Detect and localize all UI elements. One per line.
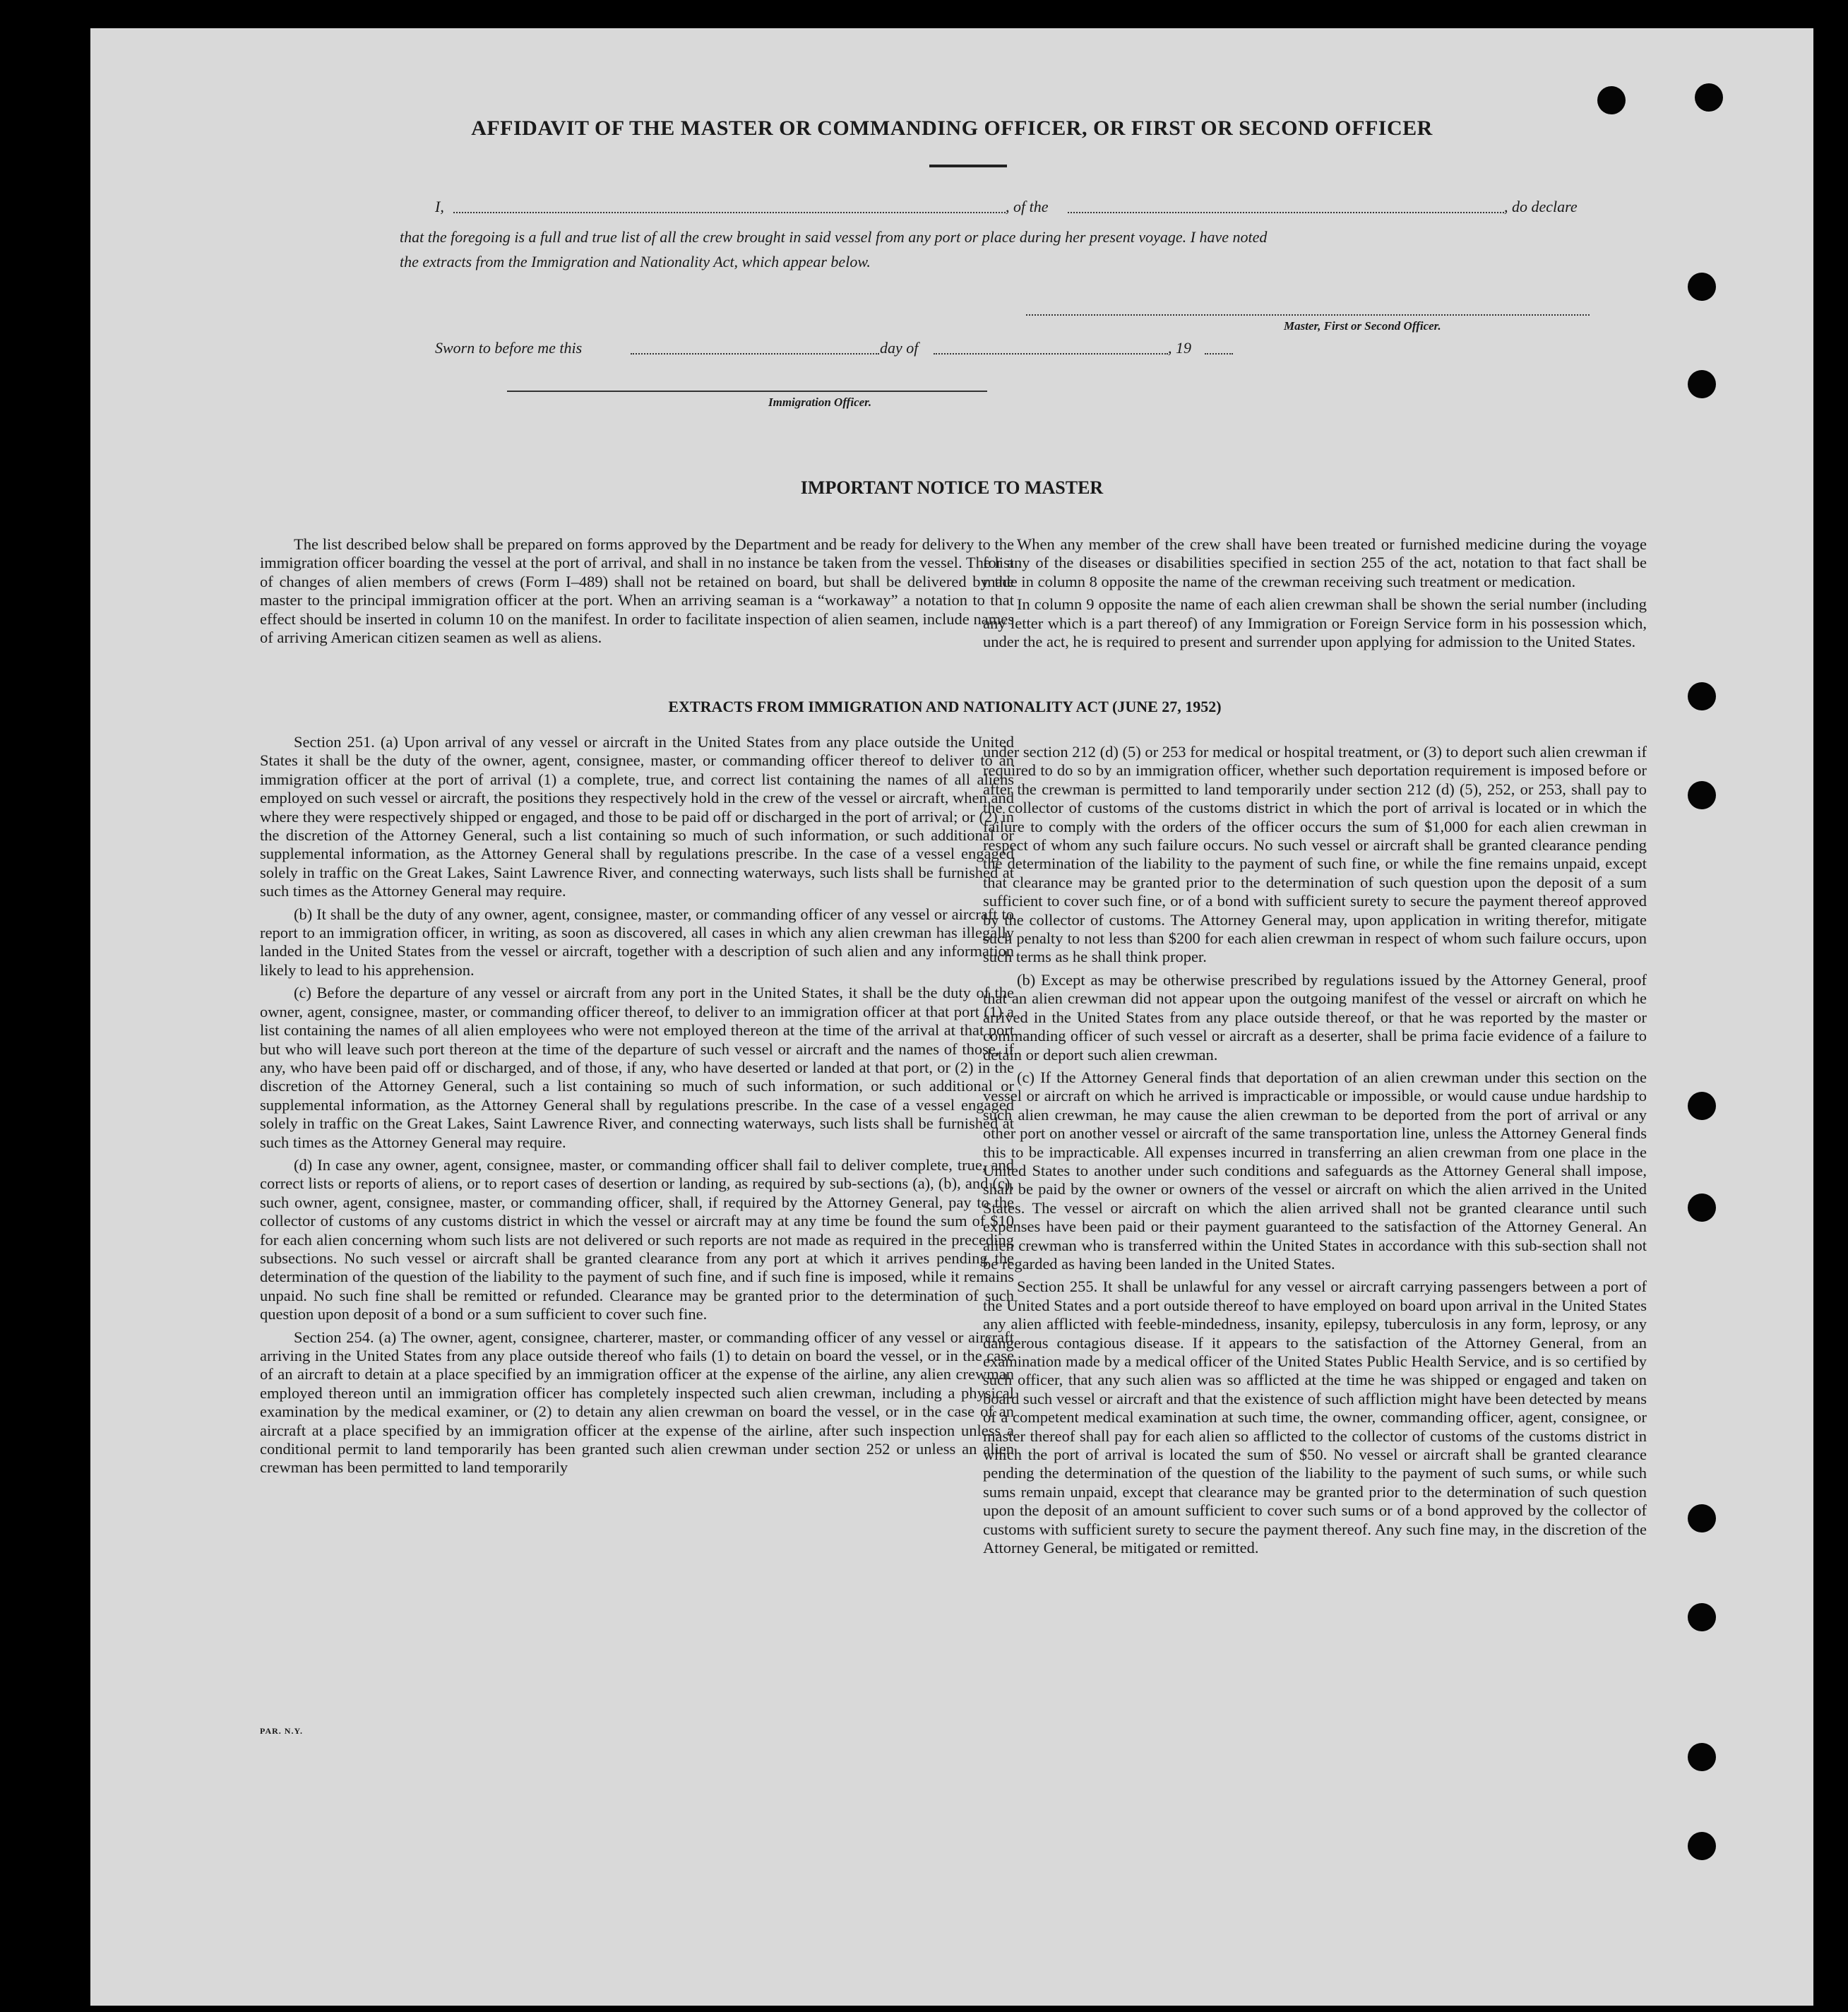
- affidavit-declare-label: , do declare: [1504, 198, 1578, 215]
- punch-hole: [1688, 781, 1716, 809]
- sworn-year-field[interactable]: [1205, 353, 1233, 355]
- sworn-month-field[interactable]: [934, 353, 1168, 355]
- punch-hole: [1688, 682, 1716, 710]
- master-signature-label: Master, First or Second Officer.: [1284, 319, 1441, 333]
- year-label: , 19: [1168, 339, 1191, 357]
- notice-paragraph: In column 9 opposite the name of each alien crewman shall be shown the serial number (including any letter which is a part thereof) of any Immigration or Foreign Service form in his possession which, under the act, he is required to present and surrender upon applying for admission to the United States.: [983, 595, 1647, 651]
- punch-hole: [1688, 1832, 1716, 1860]
- printer-imprint: PAR. N.Y.: [260, 1726, 304, 1736]
- crew-name-field[interactable]: [453, 212, 1006, 213]
- punch-hole: [1688, 1193, 1716, 1222]
- notice-paragraph: The list described below shall be prepared on forms approved by the Department and be ready for delivery to the immigration officer boarding the vessel at the port of arrival, and shall in no instance be taken from the vessel. The list of changes of alien members of crews (Form I–489) shall not be retained on board, but shall be delivered by the master to the principal immigration officer at the port. When an arriving seaman is a “workaway” a notation to that effect should be inserted in column 10 on the manifest. In order to facilitate inspection of alien seamen, include names of arriving American citizen seamen as well as aliens.: [260, 535, 1014, 647]
- title-rule: [929, 165, 1007, 167]
- section-251-b: (b) It shall be the duty of any owner, agent, consignee, master, or commanding officer of any vessel or aircraft to report to an immigration officer, in writing, as soon as discovered, all cases in which any alien crewman has illegally landed in the United States from the vessel or aircraft, together with a description of such alien and any information likely to lead to his apprehension.: [260, 905, 1014, 979]
- notice-paragraph: When any member of the crew shall have been treated or furnished medicine during the voyage for any of the diseases or disabilities specified in section 255 of the act, notation to that fact shall be made in column 8 opposite the name of the crewman receiving such treatment or medication.: [983, 535, 1647, 590]
- notice-right-column: [983, 535, 1647, 655]
- extracts-right-column: [983, 743, 1647, 1561]
- document-page: [90, 28, 1813, 2006]
- section-251-a: Section 251. (a) Upon arrival of any vessel or aircraft in the United States from any place outside the United States it shall be the duty of the owner, agent, consignee, master, or commanding officer thereof to deliver to an immigration officer at the port of arrival (1) a complete, true, and correct list containing the names of all aliens employed on such vessel or aircraft, the positions they respectively hold in the crew of the vessel or aircraft, when and where they were respectively shipped or engaged, and those to be paid off or discharged in the port of arrival; or (2) in the discretion of the Attorney General, such a list containing so much of such information, or such additional or supplemental information, as the Attorney General shall by regulations prescribe. In the case of a vessel engaged solely in traffic on the Great Lakes, Saint Lawrence River, and connecting waterways, such lists shall be furnished at such times as the Attorney General may require.: [260, 733, 1014, 900]
- affidavit-of-the-label: , of the: [1006, 198, 1049, 215]
- affidavit-title: AFFIDAVIT OF THE MASTER OR COMMANDING OFFICER, OR FIRST OR SECOND OFFICER: [471, 117, 1433, 140]
- sworn-label: Sworn to before me this: [435, 339, 583, 357]
- punch-hole: [1688, 1743, 1716, 1771]
- officer-signature-label: Immigration Officer.: [768, 395, 872, 409]
- officer-signature-line[interactable]: [507, 391, 987, 392]
- punch-hole: [1695, 83, 1723, 112]
- vessel-name-field[interactable]: [1068, 212, 1504, 213]
- punch-hole: [1688, 370, 1716, 398]
- master-signature-line[interactable]: [1026, 314, 1590, 316]
- section-251-d: (d) In case any owner, agent, consignee, master, or commanding officer shall fail to deliver complete, true, and correct lists or reports of aliens, or to report cases of desertion or landing, as required by sub-sections (a), (b), and (c), such owner, agent, consignee, master, or commanding officer, shall, if required by the Attorney General, pay to the collector of customs of any customs district in which the vessel or aircraft may at any time be found the sum of $10 for each alien concerning whom such lists are not delivered or such reports are not made as required in the preceding subsections. No such vessel or aircraft shall be granted clearance from any port at which it arrives pending the determination of the question of the liability to the payment of such fine, and if such fine is imposed, while it remains unpaid. No such fine shall be remitted or refunded. Clearance may be granted prior to the determination of such question upon deposit of a bond or a sum sufficient to cover such fine.: [260, 1155, 1014, 1323]
- section-254-b: (b) Except as may be otherwise prescribed by regulations issued by the Attorney General, proof that an alien crewman did not appear upon the outgoing manifest of the vessel or aircraft on which he arrived in the United States from any place outside thereof, or that he was reported by the master or commanding officer of such vessel or aircraft as a deserter, shall be prima facie evidence of a failure to detain or deport such alien crewman.: [983, 970, 1647, 1064]
- notice-left-column: [260, 535, 1014, 651]
- notice-title: IMPORTANT NOTICE TO MASTER: [800, 477, 1104, 498]
- sworn-day-field[interactable]: [631, 353, 879, 355]
- extracts-left-column: [260, 733, 1014, 1482]
- section-255: Section 255. It shall be unlawful for any vessel or aircraft carrying passengers between a port of the United States and a port outside thereof to have employed on board upon arrival in the United States any alien afflicted with feeble-mindedness, insanity, epilepsy, tuberculosis in any form, leprosy, or any dangerous contagious disease. If it appears to the satisfaction of the Attorney General, from an examination made by a medical officer of the United States Public Health Service, and is so certified by such officer, that any such alien was so afflicted at the time he was shipped or engaged and taken on board such vessel or aircraft and that the existence of such affliction might have been detected by means of a competent medical examination at such time, the owner, commanding officer, agent, consignee, or master thereof shall pay for each alien so afflicted to the collector of customs of the customs district in which the port of arrival is located the sum of $50. No vessel or aircraft shall be granted clearance pending the determination of the question of the liability to the payment of such sums, or while such sums remain unpaid, except that clearance may be granted prior to the determination of such question upon the deposit of an amount sufficient to cover such sums or of a bond approved by the collector of customs with sufficient surety to secure the payment thereof. Any such fine may, in the discretion of the Attorney General, be mitigated or remitted.: [983, 1278, 1647, 1557]
- affidavit-i-label: I,: [435, 198, 444, 215]
- punch-hole: [1688, 1092, 1716, 1120]
- punch-hole: [1688, 1603, 1716, 1631]
- punch-hole: [1597, 86, 1626, 114]
- punch-hole: [1688, 273, 1716, 301]
- affidavit-statement-line2: that the foregoing is a full and true list of all the crew brought in said vessel from any port or place during her present voyage. I have noted: [400, 228, 1268, 246]
- punch-hole: [1688, 1504, 1716, 1532]
- affidavit-statement-line3: the extracts from the Immigration and Nationality Act, which appear below.: [400, 253, 871, 270]
- section-254-a: Section 254. (a) The owner, agent, consignee, charterer, master, or commanding officer of any vessel or aircraft arriving in the United States from any place outside thereof who fails (1) to detain on board the vessel, or in the case of an aircraft to detain at a place specified by an immigration officer at the expense of the airline, any alien crewman employed thereon until an immigration officer has completely inspected such alien crewman, including a physical examination by the medical examiner, or (2) to detain any alien crewman on board the vessel, or in the case of an aircraft at a place specified by an immigration officer at the expense of the airline, after such inspection unless a conditional permit to land temporarily has been granted such alien crewman under section 252 or unless an alien crewman has been permitted to land temporarily: [260, 1328, 1014, 1477]
- section-251-c: (c) Before the departure of any vessel or aircraft from any port in the United States, it shall be the duty of the owner, agent, consignee, master, or commanding officer thereof, to deliver to an immigration officer at that port (1) a list containing the names of all alien employees who were not employed thereon at the time of the arrival at that port but who will leave such port thereon at the time of the departure of such vessel or aircraft and the names of those, if any, who have been paid off or discharged, and of those, if any, who have deserted or landed at that port, or (2) in the discretion of the Attorney General, such a list containing so much of such information, or such additional or supplemental information, as the Attorney General shall by regulations prescribe. In the case of a vessel engaged solely in traffic on the Great Lakes, Saint Lawrence River, and connecting waterways, such lists shall be furnished at such times as the Attorney General may require.: [260, 984, 1014, 1151]
- section-254-a-continued: under section 212 (d) (5) or 253 for medical or hospital treatment, or (3) to deport such alien crewman if required to do so by an immigration officer, whether such deportation requirement is imposed before or after the crewman is permitted to land temporarily under section 212 (d) (5), 252, or 253, shall pay to the collector of customs of the customs district in which the port of arrival is located or in which the failure to comply with the orders of the officer occurs the sum of $1,000 for each alien crewman in respect of whom any such failure occurs. No such vessel or aircraft shall be granted clearance pending the determination of the liability to the payment of such fine, or while the fine remains unpaid, except that clearance may be granted prior to the determination of such question upon the deposit of a sum sufficient to cover such fine, or of a bond with sufficient surety to secure the payment thereof approved by the collector of customs. The Attorney General may, upon application in writing therefor, mitigate such penalty to not less than $200 for each alien crewman in respect of whom such failure occurs, upon such terms as he shall think proper.: [983, 743, 1647, 966]
- day-of-label: day of: [880, 339, 919, 357]
- extracts-title: EXTRACTS FROM IMMIGRATION AND NATIONALITY ACT (JUNE 27, 1952): [668, 698, 1222, 715]
- section-254-c: (c) If the Attorney General finds that deportation of an alien crewman under this section on the vessel or aircraft on which he arrived is impracticable or impossible, or would cause undue hardship to such alien crewman, he may cause the alien crewman to be deported from the port of arrival or any other port on another vessel or aircraft of the same transportation line, unless the Attorney General finds this to be impracticable. All expenses incurred in transferring an alien crewman from one place in the United States to another under such conditions and safeguards as the Attorney General shall impose, shall be paid by the owner or owners of the vessel or aircraft on which the alien arrived in the United States. The vessel or aircraft on which the alien arrived shall not be granted clearance until such expenses have been paid or their payment guaranteed to the satisfaction of the Attorney General. An alien crewman who is transferred within the United States in accordance with this sub-section shall not be regarded as having been landed in the United States.: [983, 1068, 1647, 1273]
